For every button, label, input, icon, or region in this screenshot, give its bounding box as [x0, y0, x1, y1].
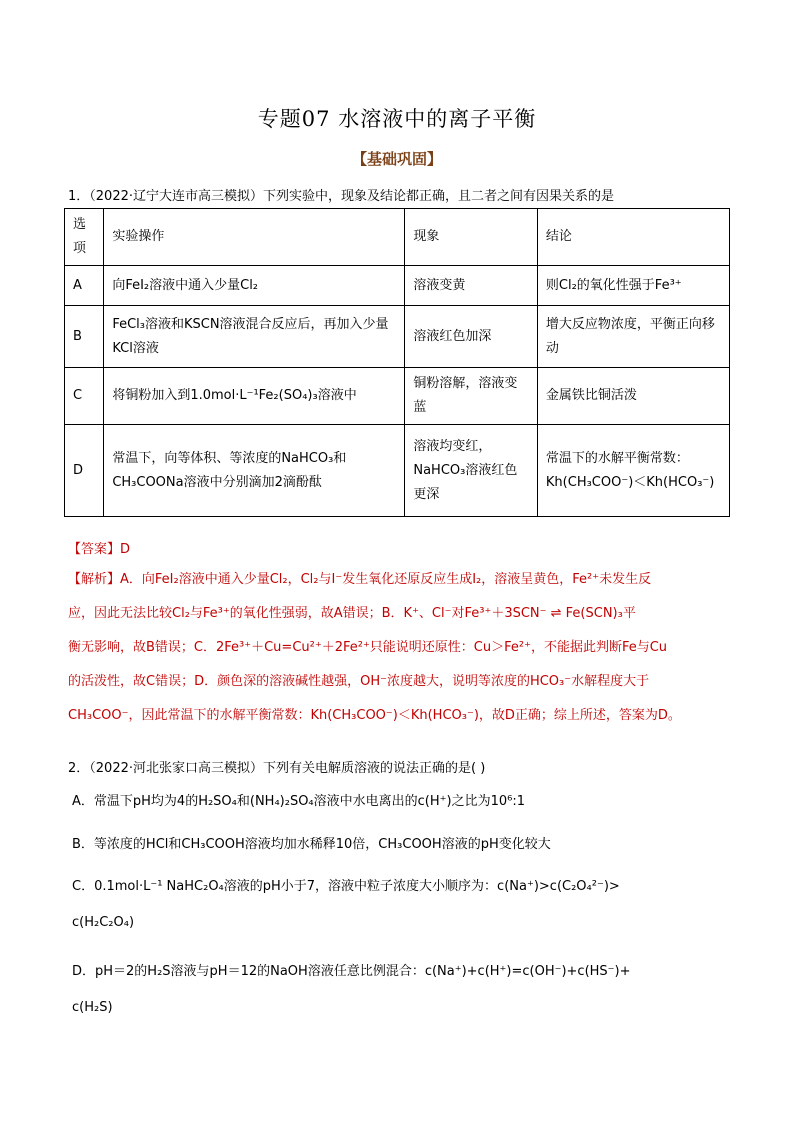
table-row	[65, 306, 730, 368]
table-cell: 金属铁比铜活泼	[537, 368, 729, 425]
explanation-block	[68, 563, 730, 733]
table-cell: B	[65, 306, 104, 368]
table-cell: 溶液均变红，NaHCO₃溶液红色更深	[405, 425, 538, 517]
explanation-line: CH₃COO⁻，因此常温下的水解平衡常数：Kh(CH₃COO⁻)＜Kh(HCO₃⁻)，故D正确；综上所述，答案为D。	[68, 708, 681, 723]
table-row	[65, 368, 730, 425]
table-cell: 将铜粉加入到1.0mol·L⁻¹Fe₂(SO₄)₃溶液中	[104, 368, 405, 425]
explanation-line: 的活泼性，故C错误；D．颜色深的溶液碱性越强，OH⁻浓度越大，说明等浓度的HCO₃⁻水解程度大于	[68, 674, 650, 689]
table-row	[65, 266, 730, 306]
explanation-line: 【解析】A．向FeI₂溶液中通入少量Cl₂，Cl₂与I⁻发生氧化还原反应生成I₂，溶液呈黄色，Fe²⁺未发生反	[68, 572, 652, 587]
table-header-cell: 现象	[405, 209, 538, 266]
option-a: A．常温下pH均为4的H₂SO₄和(NH₄)₂SO₄溶液中水电离出的c(H⁺)之比为10⁶:1	[72, 794, 525, 809]
table-cell: 溶液变黄	[405, 266, 538, 306]
section-heading: 【基础巩固】	[351, 150, 442, 168]
question-2-stem: 2．（2022·河北张家口高三模拟）下列有关电解质溶液的说法正确的是( )	[68, 761, 486, 776]
question-1-stem: 1．（2022·辽宁大连市高三模拟）下列实验中，现象及结论都正确，且二者之间有因果关系的是	[68, 189, 614, 204]
table-cell: 增大反应物浓度，平衡正向移动	[537, 306, 729, 368]
page-title: 专题07 水溶液中的离子平衡	[257, 107, 537, 131]
table-row	[65, 425, 730, 517]
table-header-cell: 选项	[65, 209, 104, 266]
table-cell: 则Cl₂的氧化性强于Fe³⁺	[537, 266, 729, 306]
option-d-continued: c(H₂S)	[72, 1000, 113, 1015]
option-d: D．pH＝2的H₂S溶液与pH＝12的NaOH溶液任意比例混合：c(Na⁺)+c(H⁺)=c(OH⁻)+c(HS⁻)+	[72, 964, 631, 979]
table-cell: C	[65, 368, 104, 425]
answer-label: 【答案】D	[68, 542, 131, 557]
table-cell: FeCl₃溶液和KSCN溶液混合反应后，再加入少量KCl溶液	[104, 306, 405, 368]
table-header-cell: 结论	[537, 209, 729, 266]
question-1-table	[64, 208, 730, 517]
table-header-cell: 实验操作	[104, 209, 405, 266]
table-cell: 溶液红色加深	[405, 306, 538, 368]
explanation-line: 衡无影响，故B错误；C．2Fe³⁺＋Cu=Cu²⁺＋2Fe²⁺只能说明还原性：Cu＞Fe²⁺，不能据此判断Fe与Cu	[68, 640, 668, 655]
explanation-line: 应，因此无法比较Cl₂与Fe³⁺的氧化性强弱，故A错误；B．K⁺、Cl⁻对Fe³⁺＋3SCN⁻ ⇌ Fe(SCN)₃平	[68, 606, 636, 621]
option-c-continued: c(H₂C₂O₄)	[72, 915, 135, 930]
table-cell: D	[65, 425, 104, 517]
table-cell: 常温下，向等体积、等浓度的NaHCO₃和CH₃COONa溶液中分别滴加2滴酚酞	[104, 425, 405, 517]
table-cell: A	[65, 266, 104, 306]
option-b: B．等浓度的HCl和CH₃COOH溶液均加水稀释10倍，CH₃COOH溶液的pH变化较大	[72, 837, 551, 852]
table-header-row	[65, 209, 730, 266]
table-cell: 常温下的水解平衡常数：Kh(CH₃COO⁻)＜Kh(HCO₃⁻)	[537, 425, 729, 517]
option-c: C．0.1mol·L⁻¹ NaHC₂O₄溶液的pH小于7，溶液中粒子浓度大小顺序为：c(Na⁺)>c(C₂O₄²⁻)>	[72, 879, 620, 894]
table-cell: 向FeI₂溶液中通入少量Cl₂	[104, 266, 405, 306]
table-cell: 铜粉溶解，溶液变蓝	[405, 368, 538, 425]
